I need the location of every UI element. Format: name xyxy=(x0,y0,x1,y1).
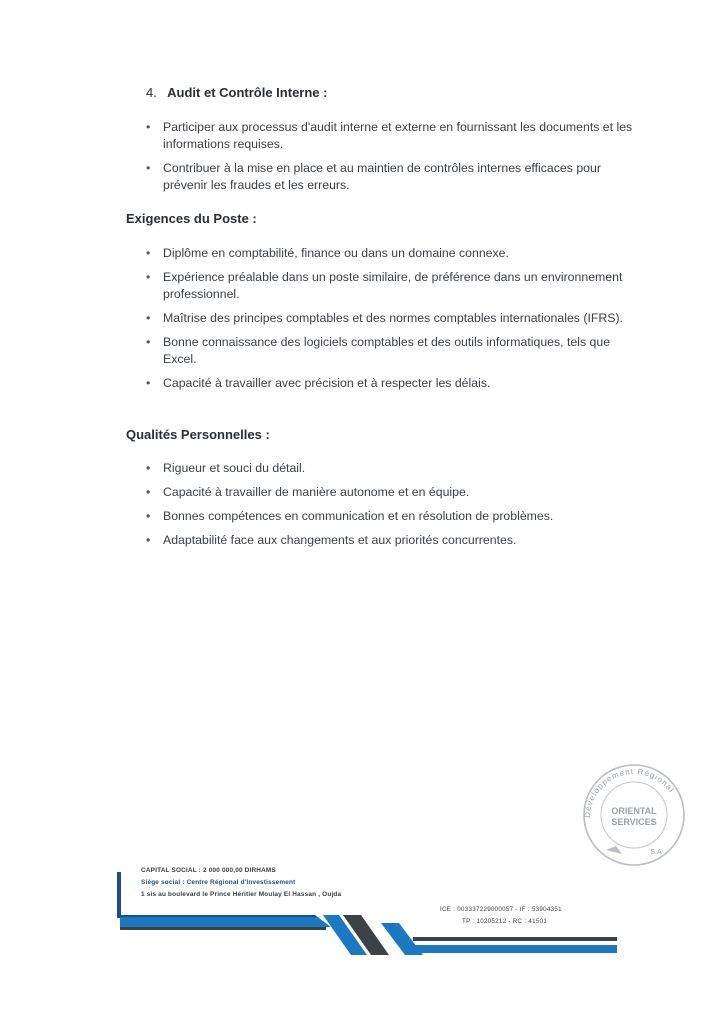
stamp-top-text: Développement Régional xyxy=(582,766,677,819)
footer-capital: CAPITAL SOCIAL : 2 000 000,00 DIRHAMS xyxy=(141,867,276,874)
list-item: • Rigueur et souci du détail. xyxy=(146,460,636,477)
list-item: • Capacité à travailler de manière autonome et en équipe. xyxy=(146,484,636,501)
footer-graphic xyxy=(117,905,617,965)
list-item: • Diplôme en comptabilité, finance ou dans un domaine connexe. xyxy=(146,245,636,262)
footer-ice: ICE : 003337229000057 - IF : 53904351 xyxy=(440,906,562,913)
list-item: • Adaptabilité face aux changements et aux priorités concurrentes. xyxy=(146,532,636,549)
list-item: • Capacité à travailler avec précision et à respecter les délais. xyxy=(146,375,636,392)
list-item: • Expérience préalable dans un poste similaire, de préférence dans un environnement professionnel. xyxy=(146,269,636,303)
stamp-bottom-text: S.A xyxy=(650,849,662,856)
list-item: • Contribuer à la mise en place et au maintien de contrôles internes efficaces pour prévenir les fraudes et les erreurs. xyxy=(146,160,636,194)
stamp-line-1: ORIENTAL xyxy=(611,806,657,816)
company-stamp xyxy=(576,762,692,868)
footer-address: 1 sis au boulevard le Prince Héritier Moulay El Hassan , Oujda xyxy=(141,891,342,898)
requirements-heading: Exigences du Poste : xyxy=(126,211,257,226)
qualities-list xyxy=(146,460,636,556)
footer-siege: Siège social : Centre Régional d'Investissement xyxy=(141,879,296,886)
star-icon xyxy=(606,846,622,854)
qualities-heading: Qualités Personnelles : xyxy=(126,427,270,442)
requirements-list xyxy=(146,245,636,399)
list-item: • Bonnes compétences en communication et en résolution de problèmes. xyxy=(146,508,636,525)
list-item: • Participer aux processus d'audit interne et externe en fournissant les documents et les informations requises. xyxy=(146,119,636,153)
section-4-number: 4. xyxy=(146,85,157,100)
section-4-heading xyxy=(146,85,327,100)
list-item: • Maîtrise des principes comptables et des normes comptables internationales (IFRS). xyxy=(146,310,636,327)
section-4-list xyxy=(146,119,636,201)
footer-tp: TP : 10205212 - RC : 41501 xyxy=(462,918,548,925)
stamp-line-2: SERVICES xyxy=(611,817,657,827)
section-4-title: Audit et Contrôle Interne : xyxy=(167,85,328,100)
list-item: • Bonne connaissance des logiciels comptables et des outils informatiques, tels que Excel. xyxy=(146,334,636,368)
